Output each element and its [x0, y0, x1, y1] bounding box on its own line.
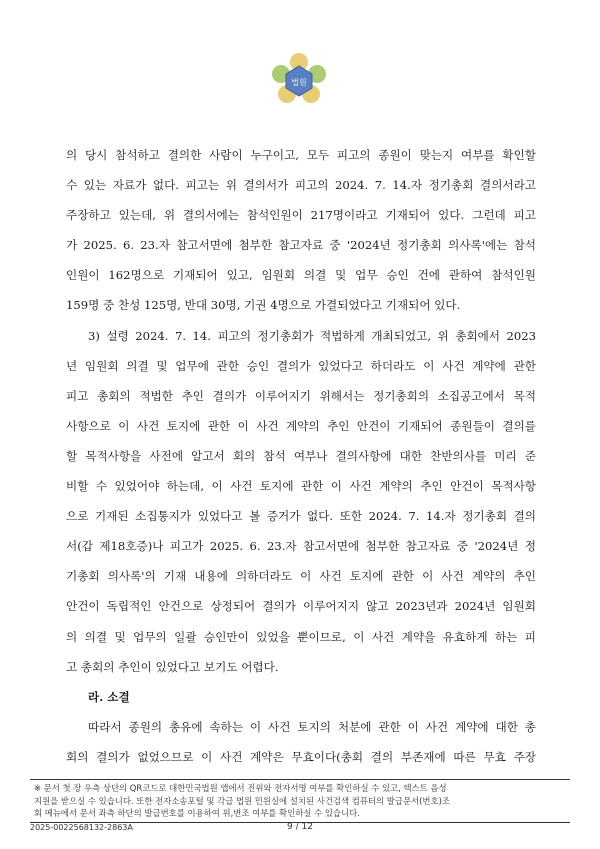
text-line: 으로 기재된 소집통지가 있었다고 볼 증거가 없다. 또한 2024. 7. 14.자 정기총회 결의 — [66, 509, 536, 524]
verification-notice — [30, 779, 570, 823]
notice-line: 지원을 받으실 수 있습니다. 또한 전자소송포털 및 각급 법원 민원실에 설치된 사건검색 컴퓨터의 발급문서(번호)조 — [34, 795, 450, 806]
text-line: 3) 설령 2024. 7. 14. 피고의 정기총회가 적법하게 개최되었고, 위 총회에서 2023 — [88, 328, 536, 343]
text-line: 사항으로 이 사건 토지에 관한 이 사건 계약의 추인 안건이 기재되어 종원들이 결의를 — [66, 418, 536, 433]
section-heading — [66, 682, 536, 712]
notice-line: 회 메뉴에서 문서 좌측 하단의 발급번호를 이용하여 위,변조 여부를 확인하실 수 있습니다. — [34, 808, 360, 819]
court-emblem-icon — [268, 52, 330, 108]
section-heading-text: 라. 소결 — [88, 689, 130, 704]
text-line: 비할 수 있었어야 하는데, 이 사건 토지에 관한 이 사건 계약의 추인 안건이 목적사항 — [66, 479, 536, 494]
text-line: 의 당시 참석하고 결의한 사람이 누구이고, 모두 피고의 종원이 맞는지 여부를 확인할 — [66, 148, 536, 162]
text-line: 고 총회의 추인이 있었다고 보기도 어렵다. — [66, 659, 279, 674]
document-body — [66, 140, 536, 772]
text-line: 년 임원회 의결 및 업무에 관한 승인 결의가 있었다고 하더라도 이 사건 계약에 관한 — [66, 358, 536, 373]
text-line: 피고 총회의 적법한 추인 결의가 이루어지기 위해서는 정기총회의 소집공고에서 목적 — [66, 388, 536, 403]
emblem-text: 법원 — [291, 78, 307, 87]
text-line: 안건이 독립적인 안건으로 상정되어 결의가 이루어지지 않고 2023년과 2024년 임원회 — [66, 599, 536, 614]
text-line: 수 있는 자료가 없다. 피고는 위 결의서가 피고의 2024. 7. 14.자 정기총회 결의서라고 — [66, 178, 536, 193]
text-line: 서(갑 제18호증)나 피고가 2025. 6. 23.자 참고서면에 첨부한 참고자료 중 '2024년 정 — [66, 539, 536, 554]
text-line: 인원이 162명으로 기재되어 있고, 임원회 의결 및 업무 승인 건에 관하여 참석인원 — [66, 268, 536, 283]
notice-line: ※ 문서 첫 장 우측 상단의 QR코드로 대한민국법원 앱에서 진위와 전자서명 여부를 확인하실 수 있고, 텍스트 음성 — [34, 783, 447, 793]
text-line: 회의 결의가 없었으므로 이 사건 계약은 무효이다(총회 결의 부존재에 따른 무효 주장 — [66, 749, 536, 764]
text-line: 기총회 의사록'의 기재 내용에 의하더라도 이 사건 토지에 관한 이 사건 계약의 추인 — [66, 569, 536, 584]
document-id: 2025-0022568132-2863A — [30, 823, 133, 832]
text-line: 따라서 종원의 총유에 속하는 이 사건 토지의 처분에 관한 이 사건 계약에 대한 총 — [88, 719, 536, 734]
paragraph-conclusion — [66, 712, 536, 772]
paragraph-2 — [66, 321, 536, 682]
text-line: 의 의결 및 업무의 일괄 승인만이 있었을 뿐이므로, 이 사건 계약을 유효하게 하는 피 — [66, 629, 536, 644]
text-line: 가 2025. 6. 23.자 참고서면에 첨부한 참고자료 중 '2024년 정기총회 의사록'에는 참석 — [66, 238, 536, 253]
page-number: 9 / 12 — [287, 822, 313, 832]
text-line: 할 목적사항을 사전에 알고서 회의 참석 여부나 결의사항에 대한 찬반의사를 미리 준 — [66, 448, 536, 463]
text-line: 159명 중 찬성 125명, 반대 30명, 기권 4명으로 가결되었다고 기재되어 있다. — [66, 298, 461, 313]
text-line: 주장하고 있는데, 위 결의서에는 참석인원이 217명이라고 기재되어 있다. 그런데 피고 — [66, 208, 536, 223]
paragraph-1 — [66, 140, 536, 321]
